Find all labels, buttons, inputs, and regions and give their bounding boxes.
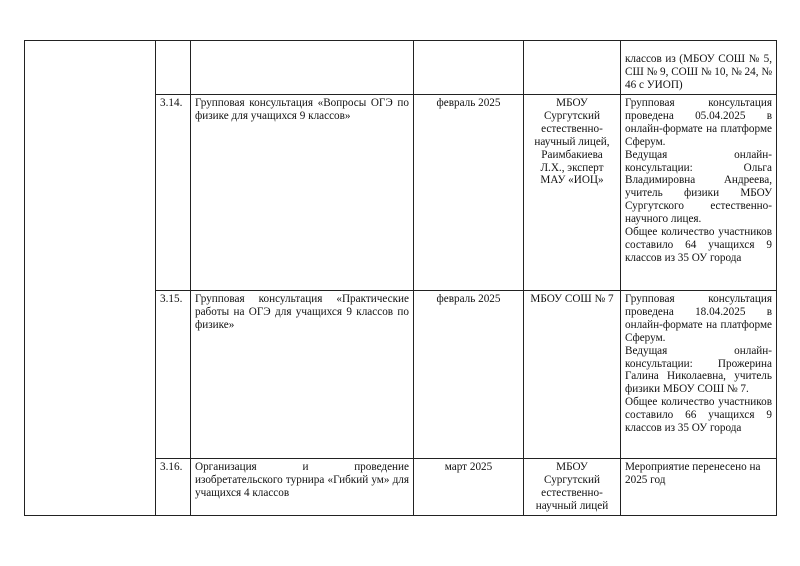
result-paragraph: Групповая консультация проведена 05.04.2025 в онлайн-формате на платформе Сферум. [625, 97, 772, 148]
date-cell: март 2025 [414, 459, 524, 516]
num-cell: 3.15. [156, 291, 191, 459]
date-cell [414, 41, 524, 95]
name-cell: Групповая консультация «Практические работы на ОГЭ для учащихся 9 классов по физике» [191, 291, 414, 459]
table-row [25, 41, 777, 95]
num-cell [156, 41, 191, 95]
name-cell: Групповая консультация «Вопросы ОГЭ по физике для учащихся 9 классов» [191, 95, 414, 291]
section-cell [25, 41, 156, 516]
result-cell [621, 291, 777, 459]
org-cell: МБОУ Сургутский естественно-научный лицей [524, 459, 621, 516]
num-cell: 3.14. [156, 95, 191, 291]
date-cell: февраль 2025 [414, 95, 524, 291]
org-cell: МБОУ Сургутский естественно-научный лицей, Раимбакиева Л.Х., эксперт МАУ «ИОЦ» [524, 95, 621, 291]
name-cell [191, 41, 414, 95]
result-paragraph: Общее количество участников составило 64 учащихся 9 классов из 35 ОУ города [625, 226, 772, 264]
result-cell [621, 459, 777, 516]
result-paragraph: Общее количество участников составило 66 учащихся 9 классов из 35 ОУ города [625, 396, 772, 435]
result-paragraph: Групповая консультация проведена 18.04.2025 в онлайн-формате на платформе Сферум. [625, 293, 772, 344]
org-cell [524, 41, 621, 95]
events-table [24, 40, 777, 516]
num-cell: 3.16. [156, 459, 191, 516]
result-paragraph: Ведущая онлайн-консультации: Ольга Владимировна Андреева, учитель физики МБОУ Сургутского естественно-научного лицея. [625, 148, 772, 226]
date-cell: февраль 2025 [414, 291, 524, 459]
org-cell: МБОУ СОШ № 7 [524, 291, 621, 459]
name-cell: Организация и проведение изобретательского турнира «Гибкий ум» для учащихся 4 классов [191, 459, 414, 516]
result-cell [621, 41, 777, 95]
result-paragraph: Ведущая онлайн-консультации: Прожерина Галина Николаевна, учитель физики МБОУ СОШ № 7. [625, 344, 772, 396]
result-paragraph: Мероприятие перенесено на 2025 год [625, 461, 761, 486]
result-cell [621, 95, 777, 291]
result-paragraph: классов из (МБОУ СОШ № 5, СШ № 9, СОШ № 10, № 24, № 46 с УИОП) [625, 53, 773, 91]
